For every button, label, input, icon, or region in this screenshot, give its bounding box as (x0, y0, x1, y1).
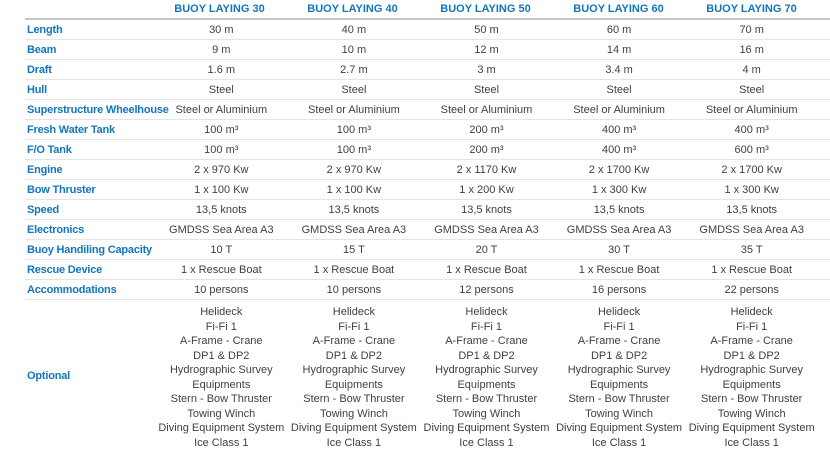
spec-value: 1 x 100 Kw (194, 183, 249, 196)
row-label: Superstructure Wheelhouse (27, 103, 169, 116)
spec-value (155, 305, 288, 450)
spec-value: 1 x 100 Kw (326, 183, 382, 196)
optional-line: A-Frame - Crane (445, 335, 528, 347)
optional-line: Stern - Bow Thruster (435, 393, 538, 405)
spec-value: 600 m³ (734, 143, 769, 156)
optional-line: DP1 & DP2 (193, 349, 250, 362)
spec-value: 10 persons (326, 283, 382, 296)
spec-value: 12 m (474, 43, 499, 56)
optional-line: DP1 & DP2 (458, 349, 515, 362)
spec-value: Steel (739, 83, 765, 96)
spec-value: 14 m (606, 43, 632, 56)
spec-value: 13,5 knots (195, 203, 247, 216)
optional-line: Towing Winch (717, 407, 786, 420)
optional-line: Stern - Bow Thruster (568, 393, 670, 405)
optional-line: Ice Class 1 (724, 436, 779, 449)
optional-line: Stern - Bow Thruster (170, 393, 272, 405)
spec-value: 10 T (210, 243, 233, 256)
spec-value: 20 T (475, 243, 498, 256)
spec-value: 1.6 m (207, 63, 236, 76)
spec-row (25, 160, 830, 180)
spec-row (25, 220, 830, 240)
row-label: Hull (27, 83, 47, 96)
optional-line: Ice Class 1 (326, 436, 382, 449)
spec-value: GMDSS Sea Area A3 (699, 223, 804, 236)
optional-line: Fi-Fi 1 (603, 320, 635, 333)
column-header[interactable]: BUOY LAYING 40 (307, 3, 398, 15)
spec-value: 2 x 1170 Kw (456, 163, 517, 176)
spec-row (25, 260, 830, 280)
rows-container (25, 20, 830, 451)
optional-line: A-Frame - Crane (312, 335, 396, 347)
spec-row (25, 180, 830, 200)
optional-line: Equipments (590, 378, 649, 391)
column-header[interactable]: BUOY LAYING 60 (573, 3, 664, 15)
spec-value: 2 x 1700 Kw (588, 163, 650, 176)
optional-line: DP1 & DP2 (723, 349, 780, 362)
spec-value: 1 x Rescue Boat (313, 263, 395, 276)
spec-value: 1 x Rescue Boat (180, 263, 262, 276)
spec-value: 2.7 m (340, 63, 368, 76)
spec-value: 1 x Rescue Boat (446, 263, 527, 276)
spec-value: GMDSS Sea Area A3 (566, 223, 672, 236)
spec-value: 13,5 knots (726, 203, 778, 216)
spec-value: 400 m³ (601, 143, 637, 156)
spec-value: 400 m³ (601, 123, 637, 136)
optional-line: Towing Winch (187, 407, 256, 420)
optional-line: Hydrographic Survey (567, 364, 671, 376)
spec-value: 3.4 m (605, 63, 633, 76)
row-label: F/O Tank (27, 143, 72, 156)
optional-line: Diving Equipment System (688, 422, 815, 434)
row-label: Beam (27, 43, 57, 56)
spec-row (25, 40, 830, 60)
spec-value: 2 x 1700 Kw (721, 163, 782, 176)
spec-value: GMDSS Sea Area A3 (301, 223, 407, 236)
optional-line: Ice Class 1 (194, 436, 249, 449)
optional-line: Ice Class 1 (459, 436, 514, 449)
spec-value: 4 m (742, 63, 761, 76)
optional-line: A-Frame - Crane (180, 335, 263, 347)
spec-row (25, 280, 830, 300)
spec-value: 2 x 970 Kw (326, 163, 382, 176)
optional-line: Stern - Bow Thruster (303, 393, 405, 405)
optional-line: Hydrographic Survey (302, 364, 406, 376)
optional-line: Helideck (730, 306, 773, 318)
spec-value: 1 x 300 Kw (724, 183, 779, 196)
spec-value: 1 x 300 Kw (591, 183, 647, 196)
optional-line: Helideck (465, 306, 508, 318)
row-label: Length (27, 23, 63, 36)
spec-value: Steel or Aluminium (705, 103, 798, 116)
spec-value: Steel or Aluminium (440, 103, 533, 116)
spec-value (288, 305, 421, 450)
optional-line: Hydrographic Survey (700, 364, 804, 376)
spec-value: 2 x 970 Kw (194, 163, 249, 176)
row-label: Rescue Device (27, 263, 103, 276)
optional-line: Towing Winch (319, 407, 388, 420)
optional-line: Hydrographic Survey (435, 364, 538, 376)
row-label: Electronics (27, 223, 85, 236)
spec-value: 100 m³ (336, 143, 372, 156)
spec-value: 100 m³ (336, 123, 372, 136)
optional-line: Equipments (457, 378, 516, 391)
row-label: Fresh Water Tank (27, 123, 115, 136)
spec-value: 30 m (209, 23, 234, 36)
spec-value: Steel (341, 83, 367, 96)
optional-line: Towing Winch (452, 407, 521, 420)
column-header[interactable]: BUOY LAYING 50 (440, 3, 531, 15)
optional-line: A-Frame - Crane (577, 335, 661, 347)
row-label: Buoy Handiling Capacity (27, 243, 152, 256)
spec-value: Steel (208, 83, 234, 96)
spec-row (25, 20, 830, 40)
optional-line: Equipments (324, 378, 383, 391)
spec-value: 400 m³ (734, 123, 769, 136)
spec-value: 12 persons (459, 283, 514, 296)
spec-row (25, 100, 830, 120)
optional-line: Equipments (192, 378, 251, 391)
spec-value: 200 m³ (469, 123, 504, 136)
spec-row (25, 80, 830, 100)
optional-line: Diving Equipment System (556, 422, 683, 434)
spec-value: 13,5 knots (461, 203, 512, 216)
row-label: Draft (27, 63, 52, 76)
header-row (25, 0, 830, 20)
optional-line: DP1 & DP2 (325, 349, 383, 362)
optional-line: Diving Equipment System (423, 422, 550, 434)
column-header[interactable]: BUOY LAYING 70 (706, 3, 797, 15)
spec-value: 30 T (608, 243, 630, 256)
spec-value (420, 305, 553, 450)
spec-value: 3 m (477, 63, 496, 76)
spec-value: 60 m (606, 23, 632, 36)
spec-value: Steel (473, 83, 500, 96)
spec-value: 22 persons (724, 283, 779, 296)
spec-value: Steel or Aluminium (308, 103, 400, 116)
spec-value: 1 x 200 Kw (459, 183, 514, 196)
spec-value: 100 m³ (204, 123, 239, 136)
spec-value: GMDSS Sea Area A3 (434, 223, 539, 236)
optional-line: Fi-Fi 1 (205, 320, 237, 333)
spec-value: Steel (606, 83, 632, 96)
spec-value (553, 305, 686, 450)
spec-value: 100 m³ (204, 143, 239, 156)
row-label: Engine (27, 163, 63, 176)
optional-line: Helideck (332, 306, 375, 318)
optional-line: Fi-Fi 1 (470, 320, 503, 333)
spec-value: 13,5 knots (593, 203, 645, 216)
optional-line: Stern - Bow Thruster (701, 393, 803, 405)
spec-value: Steel or Aluminium (175, 103, 268, 116)
optional-row (25, 300, 830, 451)
spec-value: 15 T (342, 243, 365, 256)
spec-value: 70 m (739, 23, 764, 36)
spec-row (25, 200, 830, 220)
spec-value: 9 m (212, 43, 231, 56)
optional-line: Helideck (200, 306, 243, 318)
optional-line: Fi-Fi 1 (736, 320, 768, 333)
optional-line: DP1 & DP2 (590, 349, 648, 362)
spec-value: 50 m (474, 23, 499, 36)
spec-value: 16 m (739, 43, 764, 56)
row-label: Accommodations (27, 283, 117, 296)
optional-line: Diving Equipment System (290, 422, 417, 434)
spec-row (25, 140, 830, 160)
spec-row (25, 60, 830, 80)
spec-value: 200 m³ (469, 143, 504, 156)
spec-value: 1 x Rescue Boat (578, 263, 660, 276)
row-label: Speed (27, 203, 60, 216)
optional-line: Helideck (597, 306, 641, 318)
spec-value: 40 m (341, 23, 367, 36)
spec-value: GMDSS Sea Area A3 (169, 223, 274, 236)
optional-line: Equipments (722, 378, 781, 391)
spec-value: 10 persons (194, 283, 249, 296)
spec-table (25, 0, 830, 451)
optional-line: A-Frame - Crane (710, 335, 793, 347)
spec-value: 35 T (740, 243, 763, 256)
spec-value (685, 305, 818, 450)
optional-line: Diving Equipment System (158, 422, 285, 434)
optional-line: Towing Winch (585, 407, 653, 420)
row-label: Bow Thruster (27, 183, 96, 196)
spec-value: 13,5 knots (328, 203, 380, 216)
spec-row (25, 120, 830, 140)
spec-value: 1 x Rescue Boat (711, 263, 793, 276)
optional-line: Ice Class 1 (591, 436, 647, 449)
optional-line: Fi-Fi 1 (338, 320, 370, 333)
optional-line: Hydrographic Survey (169, 364, 273, 376)
row-label: Optional (27, 369, 71, 382)
spec-value: 16 persons (591, 283, 647, 296)
column-header[interactable]: BUOY LAYING 30 (174, 3, 265, 15)
spec-row (25, 240, 830, 260)
spec-value: Steel or Aluminium (573, 103, 665, 116)
spec-value: 10 m (341, 43, 367, 56)
